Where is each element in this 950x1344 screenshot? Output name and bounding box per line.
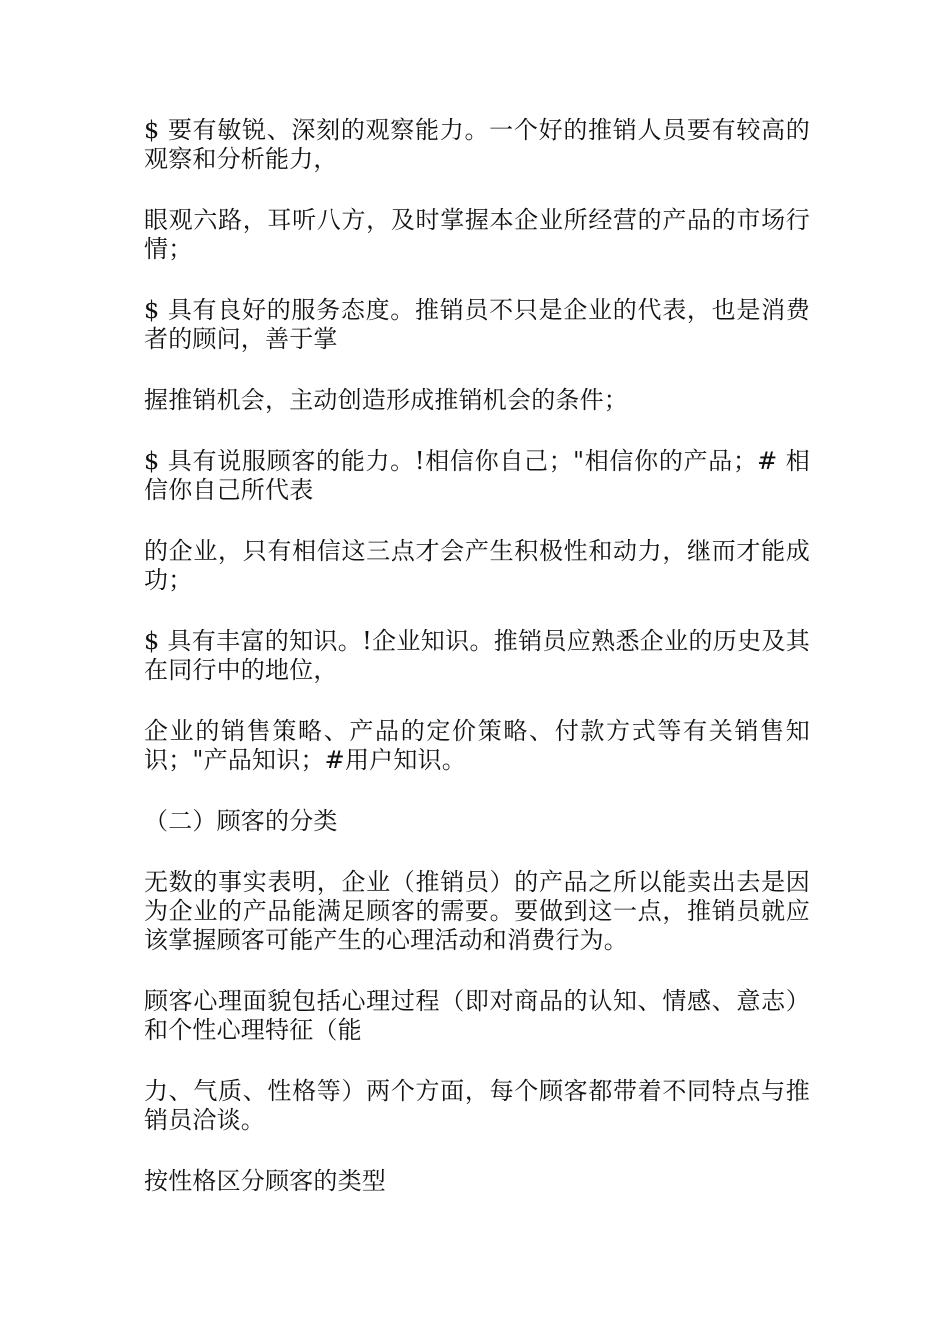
paragraph: $ 具有良好的服务态度。推销员不只是企业的代表，也是消费者的顾问，善于掌 <box>144 296 810 353</box>
paragraph: $ 具有说服顾客的能力。!相信你自己；"相信你的产品；# 相信你自己所代表 <box>144 447 810 504</box>
paragraph: 力、气质、性格等）两个方面，每个顾客都带着不同特点与推销员洽谈。 <box>144 1077 810 1134</box>
paragraph: 无数的事实表明，企业（推销员）的产品之所以能卖出去是因为企业的产品能满足顾客的需要。要做到这一点，推销员就应该掌握顾客可能产生的心理活动和消费行为。 <box>144 868 810 954</box>
paragraph: 握推销机会，主动创造形成推销机会的条件； <box>144 386 628 414</box>
paragraph: $ 要有敏锐、深刻的观察能力。一个好的推销人员要有较高的观察和分析能力， <box>144 116 810 173</box>
section-heading: （二）顾客的分类 <box>144 807 338 835</box>
paragraph: 顾客心理面貌包括心理过程（即对商品的认知、情感、意志）和个性心理特征（能 <box>144 987 810 1044</box>
paragraph: 的企业，只有相信这三点才会产生积极性和动力，继而才能成功； <box>144 537 810 594</box>
paragraph: $ 具有丰富的知识。!企业知识。推销员应熟悉企业的历史及其在同行中的地位， <box>144 627 810 684</box>
paragraph: 眼观六路，耳听八方，及时掌握本企业所经营的产品的市场行情； <box>144 206 810 263</box>
subheading: 按性格区分顾客的类型 <box>144 1167 386 1195</box>
paragraph: 企业的销售策略、产品的定价策略、付款方式等有关销售知识；"产品知识；#用户知识。 <box>144 717 810 774</box>
document-body <box>144 116 810 1228</box>
